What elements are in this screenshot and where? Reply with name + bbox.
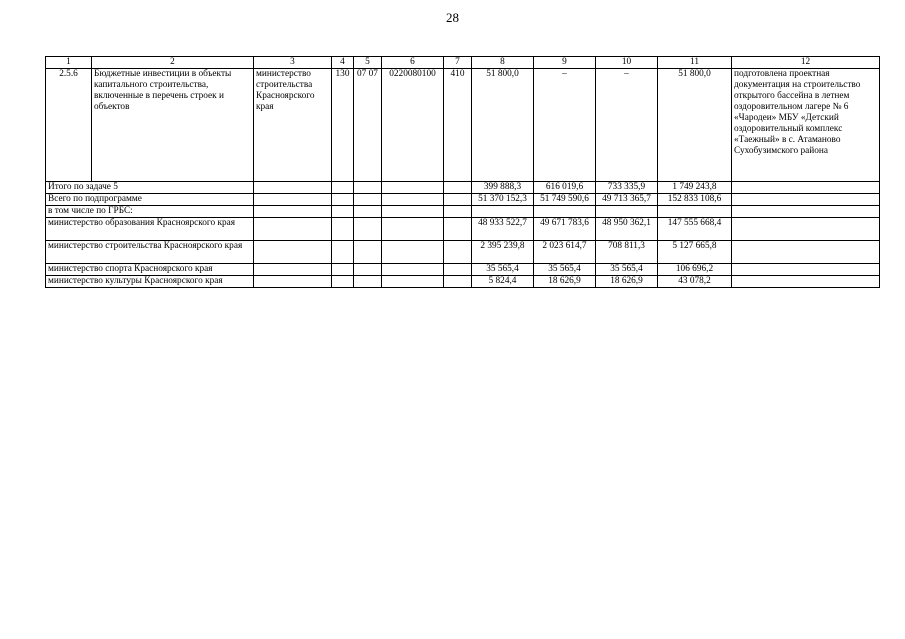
item-col4: 130	[332, 69, 354, 182]
item-result: подготовлена проектная документация на строительство открытого бассейна в летнем оздоровительном лагере № 6 «Чародеи» МБУ «Детский оздоровительный комплекс «Таежный» в с. Атаманово Сухобузимского района	[732, 69, 880, 182]
table-row	[46, 182, 880, 194]
table-row	[46, 206, 880, 218]
value-col11: 1 749 243,8	[658, 182, 732, 194]
item-col8: 51 800,0	[472, 69, 534, 182]
value-col8	[472, 206, 534, 218]
item-col11: 51 800,0	[658, 69, 732, 182]
value-col11	[658, 206, 732, 218]
header-cell: 5	[354, 57, 382, 69]
value-col9: 49 671 783,6	[534, 218, 596, 241]
header-cell: 6	[382, 57, 444, 69]
item-col9: –	[534, 69, 596, 182]
value-col10: 708 811,3	[596, 241, 658, 264]
value-col8: 48 933 522,7	[472, 218, 534, 241]
header-cell: 1	[46, 57, 92, 69]
item-code: 2.5.6	[46, 69, 92, 182]
header-cell: 2	[92, 57, 254, 69]
value-col11: 43 078,2	[658, 276, 732, 288]
value-col9: 18 626,9	[534, 276, 596, 288]
value-col9	[534, 206, 596, 218]
header-cell: 11	[658, 57, 732, 69]
row-label: министерство строительства Красноярского края	[46, 241, 254, 264]
row-label: Всего по подпрограмме	[46, 194, 254, 206]
value-col8: 399 888,3	[472, 182, 534, 194]
value-col8: 5 824,4	[472, 276, 534, 288]
budget-table	[45, 56, 880, 288]
value-col11: 106 696,2	[658, 264, 732, 276]
row-label: министерство образования Красноярского края	[46, 218, 254, 241]
row-label: министерство культуры Красноярского края	[46, 276, 254, 288]
value-col9: 2 023 614,7	[534, 241, 596, 264]
value-col8: 51 370 152,3	[472, 194, 534, 206]
header-row	[46, 57, 880, 69]
header-cell: 3	[254, 57, 332, 69]
table-row	[46, 276, 880, 288]
table-row	[46, 69, 880, 182]
row-label: в том числе по ГРБС:	[46, 206, 254, 218]
value-col10: 733 335,9	[596, 182, 658, 194]
value-col10: 18 626,9	[596, 276, 658, 288]
header-cell: 8	[472, 57, 534, 69]
value-col9: 35 565,4	[534, 264, 596, 276]
value-col8: 35 565,4	[472, 264, 534, 276]
header-cell: 7	[444, 57, 472, 69]
value-col9: 616 019,6	[534, 182, 596, 194]
value-col10: 35 565,4	[596, 264, 658, 276]
header-cell: 9	[534, 57, 596, 69]
table-row	[46, 218, 880, 241]
value-col11: 5 127 665,8	[658, 241, 732, 264]
table-row	[46, 264, 880, 276]
page-number: 28	[446, 10, 459, 25]
item-col7: 410	[444, 69, 472, 182]
value-col9: 51 749 590,6	[534, 194, 596, 206]
item-col6: 0220080100	[382, 69, 444, 182]
table-row	[46, 194, 880, 206]
header-cell: 12	[732, 57, 880, 69]
row-label: Итого по задаче 5	[46, 182, 254, 194]
item-grbs: министерство строительства Красноярского края	[254, 69, 332, 182]
value-col11: 147 555 668,4	[658, 218, 732, 241]
value-col10: 48 950 362,1	[596, 218, 658, 241]
item-name: Бюджетные инвестиции в объекты капитального строительства, включенные в перечень строек и объектов	[92, 69, 254, 182]
item-col5: 07 07	[354, 69, 382, 182]
header-cell: 4	[332, 57, 354, 69]
value-col8: 2 395 239,8	[472, 241, 534, 264]
row-label: министерство спорта Красноярского края	[46, 264, 254, 276]
table-row	[46, 241, 880, 264]
value-col10	[596, 206, 658, 218]
item-col10: –	[596, 69, 658, 182]
value-col10: 49 713 365,7	[596, 194, 658, 206]
header-cell: 10	[596, 57, 658, 69]
value-col11: 152 833 108,6	[658, 194, 732, 206]
